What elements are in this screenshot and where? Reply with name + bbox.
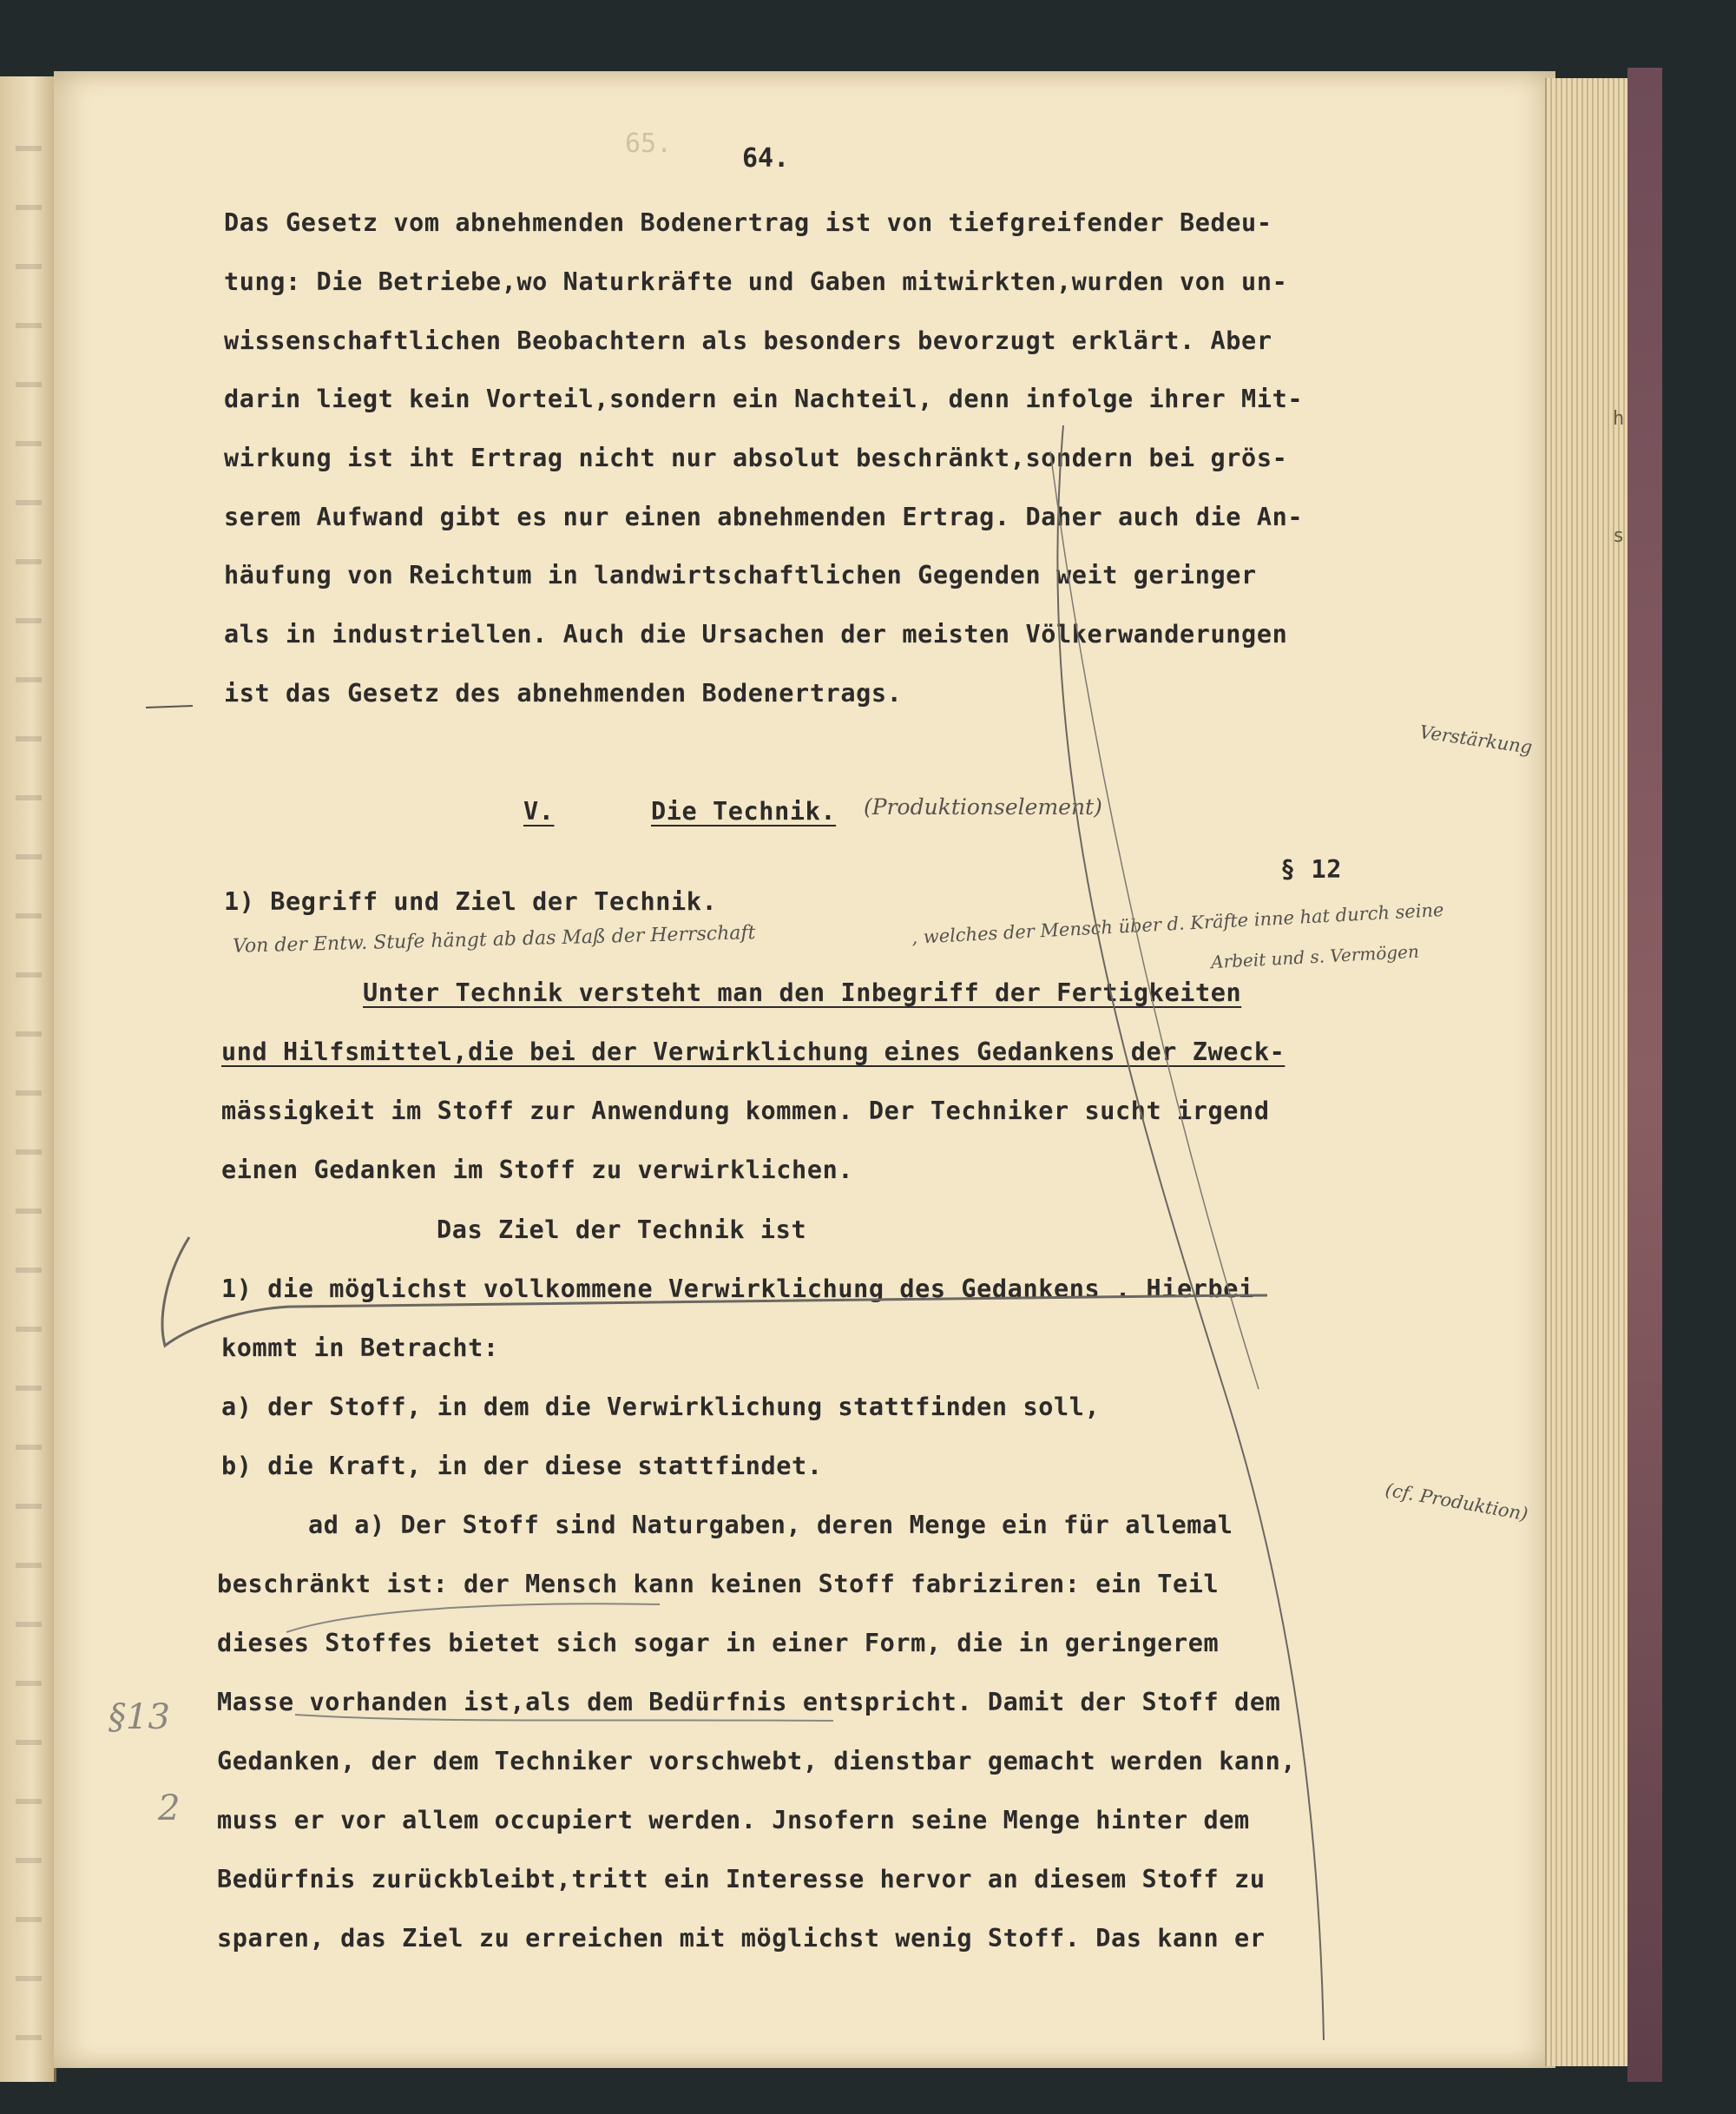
paragraph-ad-a-line: Bedürfnis zurückbleibt,tritt ein Interesse hervor an diesem Stoff zu <box>217 1865 1266 1893</box>
goal-item: a) der Stoff, in dem die Verwirklichung stattfinden soll, <box>221 1393 1101 1421</box>
pencil-diagonal-stroke <box>1057 425 1324 2040</box>
paragraph1-line: serem Aufwand gibt es nur einen abnehmenden Ertrag. Daher auch die An- <box>224 503 1304 531</box>
paragraph-mark: § 12 <box>1280 855 1343 884</box>
goal-item: b) die Kraft, in der diese stattfindet. <box>221 1452 823 1480</box>
page-number: 64. <box>742 143 790 174</box>
paragraph1-line: wissenschaftlichen Beobachtern als besonders bevorzugt erklärt. Aber <box>224 326 1272 355</box>
pencil-underline-mark <box>295 1715 833 1721</box>
definition-line: Unter Technik versteht man den Inbegriff der Fertigkeiten <box>363 978 1242 1007</box>
paragraph1-line: häufung von Reichtum in landwirtschaftlichen Gegenden weit geringer <box>224 561 1257 589</box>
handwritten-note-2: , welches der Mensch über d. Kräfte inne hat durch seine <box>911 899 1444 949</box>
handwritten-note-1: Von der Entw. Stufe hängt ab das Maß der Herrschaft <box>232 922 756 958</box>
paragraph1-line: darin liegt kein Vorteil,sondern ein Nachteil, denn infolge ihrer Mit- <box>224 385 1304 413</box>
handwritten-note-3: Arbeit und s. Vermögen <box>1210 940 1420 973</box>
section-number: V. <box>523 797 555 826</box>
paragraph1-line: wirkung ist iht Ertrag nicht nur absolut beschränkt,sondern bei grös- <box>224 444 1288 472</box>
definition-line: und Hilfsmittel,die bei der Verwirklichung eines Gedankens der Zweck- <box>221 1037 1286 1066</box>
paragraph1-line: Das Gesetz vom abnehmenden Bodenertrag ist von tiefgreifender Bedeu- <box>224 208 1272 237</box>
paragraph-ad-a-line: Gedanken, der dem Techniker vorschwebt, dienstbar gemacht werden kann, <box>217 1747 1297 1775</box>
margin-note-verstaerkung: Verstärkung <box>1417 721 1534 758</box>
definition-line: mässigkeit im Stoff zur Anwendung kommen. Der Techniker sucht irgend <box>221 1097 1270 1125</box>
margin-note-left-number: 2 <box>158 1788 181 1828</box>
paragraph-ad-a-line: Masse vorhanden ist,als dem Bedürfnis entspricht. Damit der Stoff dem <box>217 1688 1281 1716</box>
paragraph-ad-a-line: beschränkt ist: der Mensch kann keinen Stoff fabriziren: ein Teil <box>217 1570 1220 1598</box>
section-title: Die Technik. <box>651 797 837 826</box>
paragraph1-line: tung: Die Betriebe,wo Naturkräfte und Gaben mitwirkten,wurden von un- <box>224 267 1288 296</box>
goal-intro: Das Ziel der Technik ist <box>437 1215 807 1244</box>
section-margin-note: (Produktionselement) <box>864 794 1102 820</box>
pencil-bracket-mark <box>162 1237 1267 1346</box>
paragraph-ad-a-line: dieses Stoffes bietet sich sogar in einer Form, die in geringerem <box>217 1629 1220 1657</box>
bleed-through-page-number: 65. <box>625 128 673 159</box>
paragraph1-line: ist das Gesetz des abnehmenden Bodenertrags. <box>224 679 903 708</box>
definition-line: einen Gedanken im Stoff zu verwirklichen. <box>221 1156 854 1184</box>
subsection-heading: 1) Begriff und Ziel der Technik. <box>224 887 718 916</box>
paragraph-ad-a-line: ad a) Der Stoff sind Naturgaben, deren Menge ein für allemal <box>308 1511 1233 1539</box>
goal-item: 1) die möglichst vollkommene Verwirklichung des Gedankens . Hierbei <box>221 1274 1254 1303</box>
pencil-curve-mark <box>286 1604 660 1632</box>
pencil-diagonal-stroke <box>1050 451 1259 1389</box>
margin-note-left-section: §13 <box>108 1697 170 1737</box>
paragraph-ad-a-line: muss er vor allem occupiert werden. Jnsofern seine Menge hinter dem <box>217 1806 1250 1834</box>
goal-item: kommt in Betracht: <box>221 1334 499 1362</box>
cover-letter-s: s <box>1613 525 1625 547</box>
cover-letter-h: h <box>1613 408 1625 430</box>
paragraph-ad-a-line: sparen, das Ziel zu erreichen mit möglichst wenig Stoff. Das kann er <box>217 1924 1266 1953</box>
paragraph1-line: als in industriellen. Auch die Ursachen der meisten Völkerwanderungen <box>224 620 1288 649</box>
margin-dash-mark <box>146 706 193 708</box>
margin-note-produktion: (cf. Produktion) <box>1384 1478 1530 1525</box>
